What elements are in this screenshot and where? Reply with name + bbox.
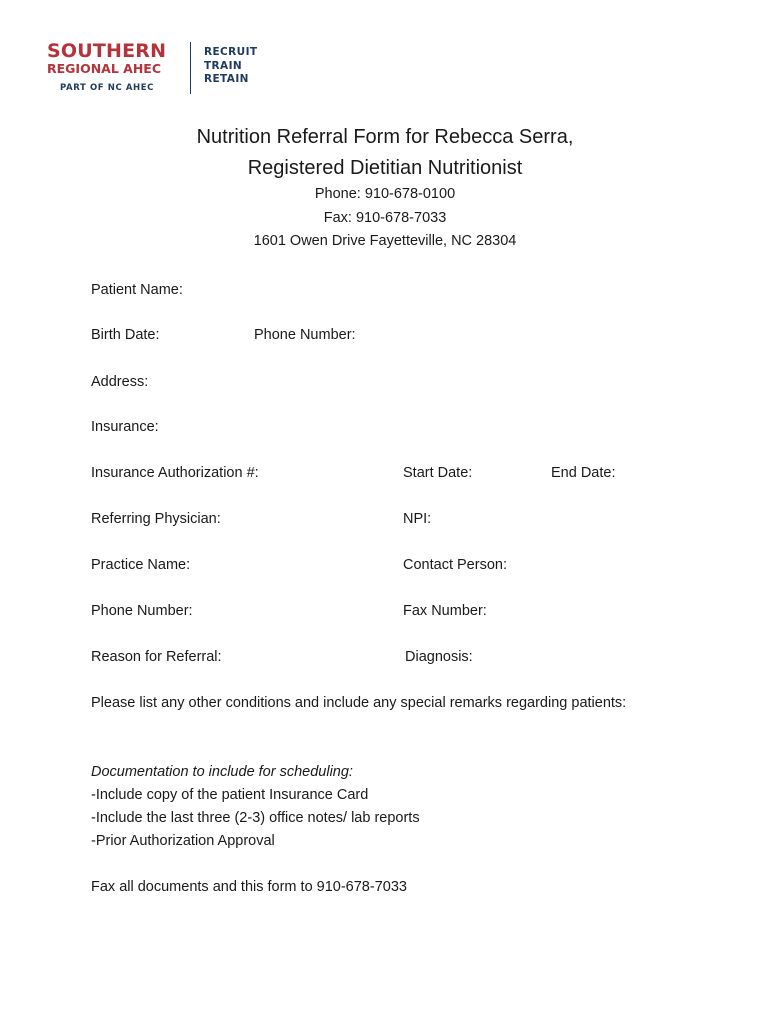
referring-physician-label: Referring Physician: [91, 511, 221, 527]
organization-logo [47, 40, 277, 100]
practice-name-label: Practice Name: [91, 557, 191, 573]
practice-phone-label: Phone Number: [91, 603, 193, 619]
logo-line-southern: SOUTHERN [47, 40, 167, 62]
documentation-item: -Prior Authorization Approval [91, 833, 275, 849]
logo-line-regional-ahec: REGIONAL AHEC [47, 61, 162, 76]
contact-fax: Fax: 910-678-7033 [323, 210, 447, 226]
tagline-retain: RETAIN [204, 73, 249, 85]
contact-address: 1601 Owen Drive Fayetteville, NC 28304 [253, 233, 517, 249]
other-conditions-label: Please list any other conditions and include any special remarks regarding patients: [91, 695, 627, 711]
documentation-item: -Include copy of the patient Insurance Card [91, 787, 369, 803]
patient-name-label: Patient Name: [91, 282, 183, 298]
tagline-recruit: RECRUIT [204, 46, 258, 58]
form-title-line-2: Registered Dietitian Nutritionist [247, 157, 523, 179]
documentation-item: -Include the last three (2-3) office notes/ lab reports [91, 810, 420, 826]
start-date-label: Start Date: [403, 465, 473, 481]
fax-instruction: Fax all documents and this form to 910-678-7033 [91, 879, 407, 895]
logo-divider [190, 42, 191, 94]
logo-line-part-of-nc-ahec: PART OF NC AHEC [60, 83, 154, 93]
patient-phone-label: Phone Number: [254, 327, 356, 343]
form-title-line-1: Nutrition Referral Form for Rebecca Serra, [196, 126, 574, 148]
address-label: Address: [91, 374, 149, 390]
contact-phone: Phone: 910-678-0100 [314, 186, 456, 202]
npi-label: NPI: [403, 511, 432, 527]
end-date-label: End Date: [551, 465, 616, 481]
reason-for-referral-label: Reason for Referral: [91, 649, 222, 665]
insurance-authorization-label: Insurance Authorization #: [91, 465, 259, 481]
logo-tagline [204, 46, 257, 87]
fax-number-label: Fax Number: [403, 603, 487, 619]
tagline-train: TRAIN [204, 59, 243, 72]
insurance-label: Insurance: [91, 419, 159, 435]
diagnosis-label: Diagnosis: [405, 649, 473, 665]
birth-date-label: Birth Date: [91, 327, 160, 343]
contact-person-label: Contact Person: [403, 557, 507, 573]
documentation-heading: Documentation to include for scheduling: [91, 764, 353, 780]
